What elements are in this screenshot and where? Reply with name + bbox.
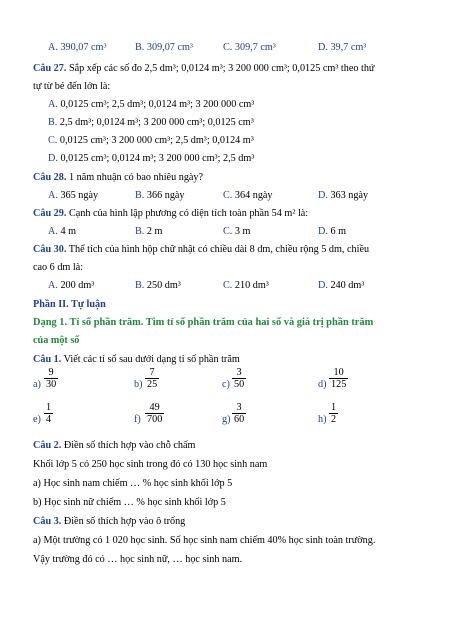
q30-option-c-text: 210 dm³ bbox=[232, 280, 269, 291]
q27-option-d-text: 0,0125 cm³; 0,0124 m³; 3 200 000 cm³; 2,5 dm³ bbox=[57, 153, 255, 164]
q29-line bbox=[33, 207, 308, 220]
q30-label: Câu 30. bbox=[33, 244, 67, 255]
q28-option-a-letter: A. bbox=[48, 190, 58, 201]
q28-option-d-letter: D. bbox=[318, 190, 328, 201]
frac-b bbox=[145, 367, 159, 390]
q28-option-c-letter: C. bbox=[223, 190, 233, 201]
c3-body-1: a) Một trường có 1 020 học sinh. Số học sinh nam chiếm 40% học sinh toàn trường. bbox=[33, 535, 376, 546]
frac-b-den: 25 bbox=[147, 379, 158, 390]
c3-body-2: Vậy trường đó có … học sinh nữ, … học sinh nam. bbox=[33, 554, 243, 565]
frac-a-num: 9 bbox=[44, 367, 58, 379]
frac-e-letter: e) bbox=[33, 414, 41, 425]
q29-option-a bbox=[48, 225, 76, 238]
frac-c-letter: c) bbox=[222, 379, 230, 390]
frac-h-den: 2 bbox=[331, 414, 337, 425]
q28-option-b-text: 366 ngày bbox=[144, 190, 185, 201]
q30-line2: cao 6 dm là: bbox=[33, 262, 84, 273]
frac-c bbox=[232, 367, 246, 390]
q29-option-b bbox=[135, 225, 162, 238]
frac-f bbox=[145, 402, 164, 425]
q27-option-c-text: 0,0125 cm³; 3 200 000 cm³; 2,5 dm³; 0,0124 m³ bbox=[57, 135, 254, 146]
q30-option-c-letter: C. bbox=[223, 280, 233, 291]
q27-option-a-text: 0,0125 cm³; 2,5 dm³; 0,0124 m³; 3 200 000 cm³ bbox=[57, 99, 255, 110]
q27-line1 bbox=[33, 62, 374, 75]
frac-g-den: 60 bbox=[234, 414, 245, 425]
c2-label: Câu 2. bbox=[33, 440, 62, 451]
c2-text: Điền số thích hợp vào chỗ chấm bbox=[61, 440, 196, 451]
frac-b-num: 7 bbox=[145, 367, 159, 379]
q27-line2: tự từ bé đến lớn là: bbox=[33, 81, 111, 92]
dang1-heading-line2: của một số bbox=[33, 335, 80, 346]
q27-option-d-letter: D. bbox=[48, 153, 58, 164]
q27-option-b bbox=[48, 116, 254, 129]
q28-option-c bbox=[223, 189, 273, 202]
q30-option-b bbox=[135, 279, 181, 292]
frac-d-letter: d) bbox=[318, 379, 327, 390]
top-option-c: C. 309,7 cm³ bbox=[223, 42, 276, 53]
q29-option-a-text: 4 m bbox=[57, 226, 77, 237]
q28-option-d bbox=[318, 189, 368, 202]
q29-option-d-letter: D. bbox=[318, 226, 328, 237]
q29-option-c bbox=[223, 225, 250, 238]
frac-f-den: 700 bbox=[147, 414, 163, 425]
q30-line1 bbox=[33, 243, 369, 256]
top-option-a: A. 390,07 cm³ bbox=[48, 42, 107, 53]
frac-f-num: 49 bbox=[145, 402, 164, 414]
top-option-b: B. 309,07 cm³ bbox=[135, 42, 193, 53]
q28-text: 1 năm nhuận có bao nhiêu ngày? bbox=[66, 172, 204, 183]
q29-option-b-letter: B. bbox=[135, 226, 145, 237]
frac-g-num: 3 bbox=[232, 402, 246, 414]
top-option-d: D. 39,7 cm³ bbox=[318, 42, 367, 53]
q30-option-d bbox=[318, 279, 364, 292]
frac-g bbox=[232, 402, 246, 425]
c1-text: Viết các tỉ số sau dưới dạng tỉ số phần trăm bbox=[61, 354, 240, 365]
c2-body-3: b) Học sinh nữ chiếm … % học sinh khối lớp 5 bbox=[33, 497, 226, 508]
frac-h-letter: h) bbox=[318, 414, 327, 425]
frac-g-letter: g) bbox=[222, 414, 231, 425]
q30-option-d-text: 240 dm³ bbox=[327, 280, 365, 291]
frac-h bbox=[329, 402, 338, 425]
c3-text: Điền số thích hợp vào ô trống bbox=[61, 516, 186, 527]
q27-option-c bbox=[48, 134, 254, 147]
q27-option-c-letter: C. bbox=[48, 135, 58, 146]
q30-option-c bbox=[223, 279, 269, 292]
dang1-heading-line1: Dạng 1. Tỉ số phần trăm. Tìm tỉ số phần trăm của hai số và giá trị phần trăm bbox=[33, 317, 374, 328]
q27-option-b-letter: B. bbox=[48, 117, 58, 128]
q30-text-1: Thể tích của hình hộp chữ nhật có chiều dài 8 dm, chiều rộng 5 dm, chiều bbox=[66, 244, 370, 255]
frac-e-den: 4 bbox=[46, 414, 52, 425]
q29-option-d-text: 6 m bbox=[327, 226, 347, 237]
frac-c-num: 3 bbox=[232, 367, 246, 379]
q29-option-a-letter: A. bbox=[48, 226, 58, 237]
q27-option-d bbox=[48, 152, 254, 165]
q29-option-b-text: 2 m bbox=[144, 226, 163, 237]
q29-option-c-letter: C. bbox=[223, 226, 233, 237]
q27-option-a bbox=[48, 98, 254, 111]
frac-d bbox=[329, 367, 348, 390]
q30-option-a-text: 200 dm³ bbox=[57, 280, 95, 291]
q28-option-a bbox=[48, 189, 98, 202]
frac-e-num: 1 bbox=[46, 402, 52, 413]
q28-option-d-text: 363 ngày bbox=[327, 190, 369, 201]
q28-option-a-text: 365 ngày bbox=[57, 190, 99, 201]
c2-body-2: a) Học sinh nam chiếm … % học sinh khối lớp 5 bbox=[33, 478, 233, 489]
q27-text-1: Sắp xếp các số đo 2,5 dm³; 0,0124 m³; 3 200 000 cm³; 0,0125 cm³ theo thứ bbox=[66, 63, 375, 74]
frac-c-den: 50 bbox=[234, 379, 245, 390]
frac-b-letter: b) bbox=[134, 379, 143, 390]
c2-body-1: Khối lớp 5 có 250 học sinh trong đó có 130 học sinh nam bbox=[33, 459, 268, 470]
frac-d-num: 10 bbox=[329, 367, 348, 379]
c1-line bbox=[33, 353, 240, 366]
q28-option-b-letter: B. bbox=[135, 190, 145, 201]
q29-text: Cạnh của hình lập phương có diện tích toàn phần 54 m² là: bbox=[66, 208, 309, 219]
part2-heading: Phần II. Tự luận bbox=[33, 299, 106, 310]
q30-option-a bbox=[48, 279, 94, 292]
c1-label: Câu 1. bbox=[33, 354, 62, 365]
q30-option-d-letter: D. bbox=[318, 280, 328, 291]
q28-option-c-text: 364 ngày bbox=[232, 190, 273, 201]
frac-a bbox=[44, 367, 58, 390]
q30-option-b-letter: B. bbox=[135, 280, 145, 291]
c3-label: Câu 3. bbox=[33, 516, 62, 527]
q30-option-a-letter: A. bbox=[48, 280, 58, 291]
frac-h-num: 1 bbox=[331, 402, 337, 413]
q27-option-a-letter: A. bbox=[48, 99, 58, 110]
frac-a-den: 30 bbox=[46, 379, 57, 390]
q29-option-d bbox=[318, 225, 346, 238]
q28-label: Câu 28. bbox=[33, 172, 67, 183]
q29-option-c-text: 3 m bbox=[232, 226, 251, 237]
c2-line bbox=[33, 439, 195, 452]
q27-label: Câu 27. bbox=[33, 63, 67, 74]
frac-f-letter: f) bbox=[134, 414, 141, 425]
q28-option-b bbox=[135, 189, 185, 202]
c3-line bbox=[33, 515, 185, 528]
frac-a-letter: a) bbox=[33, 379, 41, 390]
frac-e bbox=[44, 402, 53, 425]
q28-line bbox=[33, 171, 203, 184]
q30-option-b-text: 250 dm³ bbox=[144, 280, 181, 291]
frac-d-den: 125 bbox=[331, 379, 347, 390]
q29-label: Câu 29. bbox=[33, 208, 67, 219]
q27-option-b-text: 2,5 dm³; 0,0124 m³; 3 200 000 cm³; 0,0125 cm³ bbox=[57, 117, 254, 128]
